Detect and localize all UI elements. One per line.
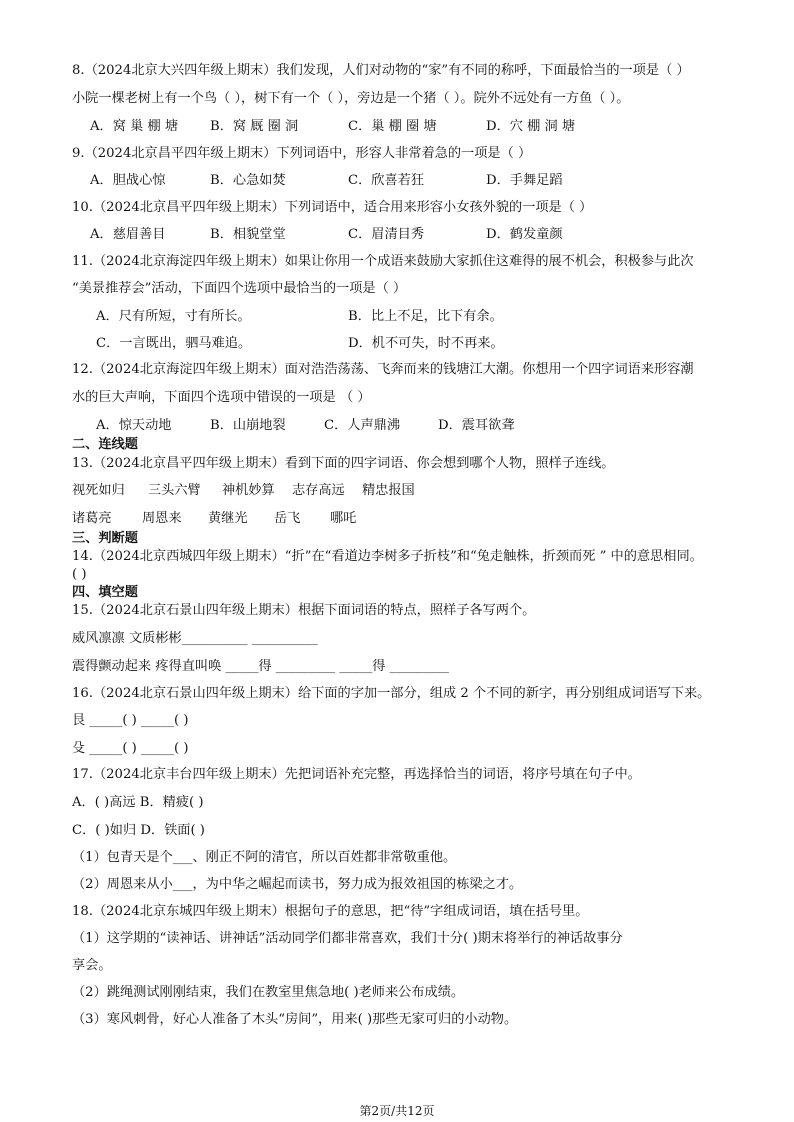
q11-option-c: C．一言既出，驷马难追。 <box>96 336 252 351</box>
q12-option-b: B．山崩地裂 <box>210 418 286 433</box>
page-number: 第2页/共12页 <box>359 1104 435 1118</box>
q16-row1[interactable]: 艮 _____( ) _____( ) <box>72 713 189 728</box>
q13-word: 神机妙算 <box>222 483 275 498</box>
section-heading-judgement: 三、判断题 <box>72 531 138 546</box>
q18-sentence1-cont: 享会。 <box>72 958 112 973</box>
q15-row1[interactable]: 威风凛凛 文质彬彬__________ __________ <box>72 631 318 646</box>
q8-stem: 8.（2024北京大兴四年级上期末）我们发现，人们对动物的“家”有不同的称呼，下面最恰当的一项是（ ） <box>72 63 690 78</box>
q17-sentence1[interactable]: （1）包青天是个___、刚正不阿的清官，所以百姓都非常敬重他。 <box>72 850 457 865</box>
q17-stem: 17.（2024北京丰台四年级上期末）先把词语补充完整，再选择恰当的词语，将序号填在句子中。 <box>72 767 641 782</box>
section-heading-matching: 二、连线题 <box>72 437 138 452</box>
q11-options-row1 <box>72 308 738 326</box>
q9-option-d: D．手舞足蹈 <box>486 173 563 188</box>
q15-row2[interactable]: 震得颤动起来 疼得直叫唤 _____得 _________ _____得 _________ <box>72 659 450 674</box>
q17-sentence2[interactable]: （2）周恩来从小___，为中华之崛起而读书，努力成为报效祖国的栋梁之才。 <box>72 877 523 892</box>
q8-line2: 小院一棵老树上有一个鸟（ ），树下有一个（ ），旁边是一个猪（ ）。院外不远处有一方鱼（ ）。 <box>72 91 630 106</box>
q11-option-a: A．尺有所短，寸有所长。 <box>96 309 251 324</box>
q13-person: 哪吒 <box>330 511 357 526</box>
q10-stem: 10.（2024北京昌平四年级上期末）下列词语中，适合用来形容小女孩外貌的一项是（ ） <box>72 200 593 215</box>
q8-option-c: C．巢 棚 圈 塘 <box>348 119 437 134</box>
q9-options <box>72 172 738 190</box>
q9-option-a: A．胆战心惊 <box>90 173 166 188</box>
q13-stem: 13.（2024北京昌平四年级上期末）看到下面的四字词语、你会想到哪个人物，照样子连线。 <box>72 456 615 471</box>
q9-stem: 9.（2024北京昌平四年级上期末）下列词语中，形容人非常着急的一项是（ ） <box>72 146 532 161</box>
q13-word: 精忠报国 <box>362 483 415 498</box>
q16-row2[interactable]: 殳 _____( ) _____( ) <box>72 741 189 756</box>
q15-stem: 15.（2024北京石景山四年级上期末）根据下面词语的特点，照样子各写两个。 <box>72 603 536 618</box>
q12-option-d: D．震耳欲聋 <box>438 418 515 433</box>
q14-answer-blank[interactable]: ( ) <box>72 567 87 582</box>
q10-option-d: D．鹤发童颜 <box>486 227 563 242</box>
q12-stem: 12.（2024北京海淀四年级上期末）面对浩浩荡荡、飞奔而来的钱塘江大潮。你想用一个四字词语来形容潮 <box>72 362 694 377</box>
q10-option-b: B．相貌堂堂 <box>210 227 286 242</box>
q9-option-b: B．心急如焚 <box>210 173 286 188</box>
q11-option-b: B．比上不足，比下有余。 <box>348 309 503 324</box>
q17-row1[interactable]: A．( )高远 B．精疲( ) <box>72 795 204 810</box>
section-heading-fill-blank: 四、填空题 <box>72 585 138 600</box>
q16-stem: 16.（2024北京石景山四年级上期末）给下面的字加一部分，组成 2 个不同的新字，再分别组成词语写下来。 <box>72 686 711 701</box>
q18-sentence2[interactable]: （2）跳绳测试刚刚结束，我们在教室里焦急地( )老师来公布成绩。 <box>72 985 465 1000</box>
q18-sentence3[interactable]: （3）寒风刺骨，好心人准备了木头“房间”，用来( )那些无家可归的小动物。 <box>72 1012 518 1027</box>
q13-words <box>72 482 738 500</box>
q13-person: 周恩来 <box>142 511 182 526</box>
q12-option-a: A．惊天动地 <box>96 418 172 433</box>
q10-options <box>72 226 738 244</box>
q13-person: 黄继光 <box>208 511 248 526</box>
q10-option-c: C．眉清目秀 <box>348 227 425 242</box>
q10-option-a: A．慈眉善目 <box>90 227 166 242</box>
q13-person: 诸葛亮 <box>72 511 112 526</box>
q13-person: 岳飞 <box>274 511 301 526</box>
q18-sentence1[interactable]: （1）这学期的“读神话、讲神话”活动同学们都非常喜欢，我们十分( )期末将举行的神话故事分 <box>72 931 623 946</box>
q18-stem: 18.（2024北京东城四年级上期末）根据句子的意思，把“待”字组成词语，填在括号里。 <box>72 904 589 919</box>
q12-options <box>72 417 738 435</box>
q11-options-row2 <box>72 335 738 353</box>
q8-option-a: A．窝 巢 棚 塘 <box>90 119 179 134</box>
q13-people <box>72 510 738 528</box>
q8-options <box>72 118 738 136</box>
q13-word: 视死如归 <box>72 483 125 498</box>
q11-stem: 11.（2024北京海淀四年级上期末）如果让你用一个成语来鼓励大家抓住这难得的展不机会，积极参与此次 <box>72 254 694 269</box>
q17-row2[interactable]: C．( )如归 D．铁面( ) <box>72 823 205 838</box>
q9-option-c: C．欣喜若狂 <box>348 173 425 188</box>
q13-word: 志存高远 <box>292 483 345 498</box>
q8-option-b: B．窝 厩 圈 洞 <box>210 119 299 134</box>
q13-word: 三头六臂 <box>148 483 201 498</box>
q12-line2: 水的巨大声响，下面四个选项中错误的一项是 （ ） <box>72 390 371 405</box>
q12-option-c: C．人声鼎沸 <box>324 418 401 433</box>
q8-option-d: D．穴 棚 洞 塘 <box>486 119 576 134</box>
q11-line2: “美景推荐会”活动，下面四个选项中最恰当的一项是（ ） <box>72 281 407 296</box>
q11-option-d: D．机不可失，时不再来。 <box>348 336 504 351</box>
q14-stem: 14.（2024北京西城四年级上期末）“折”在“看道边李树多子折枝”和“兔走触株，折颈而死 ” 中的意思相同。 <box>72 549 703 564</box>
